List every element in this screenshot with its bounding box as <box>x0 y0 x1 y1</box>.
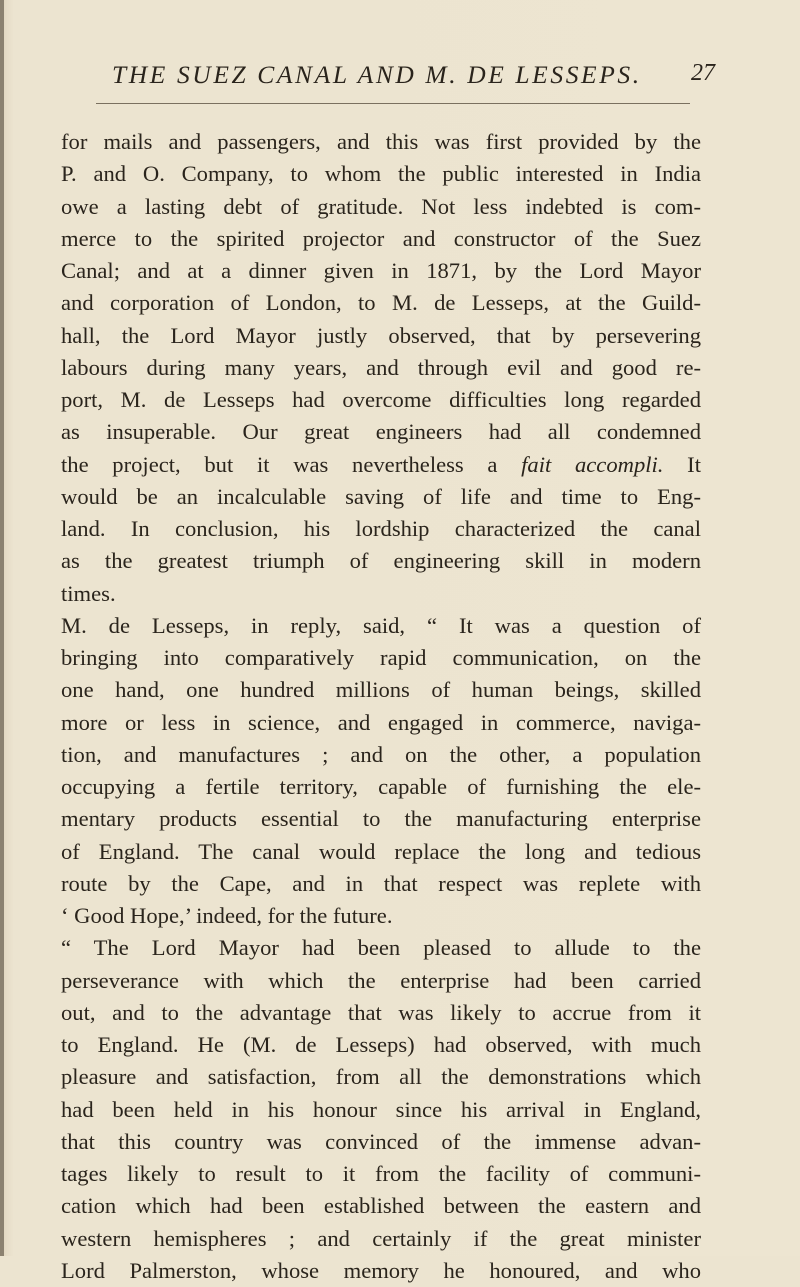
text-line: mentary products essential to the manufacturing enterprise <box>61 806 701 832</box>
text-line: had been held in his honour since his arrival in England, <box>61 1096 701 1122</box>
text-line: more or less in science, and engaged in commerce, naviga- <box>61 709 701 735</box>
text-line: port, M. de Lesseps had overcome difficulties long regarded <box>61 387 701 412</box>
italic-phrase: fait accompli. <box>521 451 664 477</box>
text-line: ‘ Good Hope,’ indeed, for the future. <box>61 903 393 928</box>
text-line-with-italic <box>61 449 701 481</box>
text-line: perseverance with which the enterprise had been carried <box>61 967 701 993</box>
text-line: land. In conclusion, his lordship characterized the canal <box>61 516 701 541</box>
text-line: that this country was convinced of the immense advan- <box>61 1128 701 1154</box>
running-head <box>0 60 800 92</box>
text-line: and corporation of London, to M. de Lesseps, at the Guild- <box>61 290 701 316</box>
text-line: western hemispheres ; and certainly if the great minister <box>61 1225 701 1251</box>
running-title: THE SUEZ CANAL AND M. DE LESSEPS. <box>112 60 642 89</box>
text-line: “ The Lord Mayor had been pleased to allude to the <box>61 935 701 961</box>
text-line: to England. He (M. de Lesseps) had observed, with much <box>61 1032 701 1057</box>
text-line: tion, and manufactures ; and on the other, a population <box>61 741 701 767</box>
text-line: out, and to the advantage that was likely to accrue from it <box>61 999 701 1025</box>
text-line: P. and O. Company, to whom the public interested in India <box>61 161 701 187</box>
text-line: one hand, one hundred millions of human beings, skilled <box>61 677 701 703</box>
text-line: Lord Palmerston, whose memory he honoured, and who <box>61 1257 701 1283</box>
text-segment: It <box>687 451 701 477</box>
text-line: M. de Lesseps, in reply, said, “ It was a question of <box>61 612 701 638</box>
text-line: times. <box>61 580 116 606</box>
text-line: bringing into comparatively rapid communication, on the <box>61 645 701 670</box>
page-gutter <box>0 0 4 1256</box>
text-line: route by the Cape, and in that respect was replete with <box>61 870 701 896</box>
text-line: merce to the spirited projector and constructor of the Suez <box>61 225 701 251</box>
body-text <box>61 126 701 1287</box>
header-rule <box>96 103 690 104</box>
text-line: tages likely to result to it from the facility of communi- <box>61 1161 701 1186</box>
text-line: as the greatest triumph of engineering skill in modern <box>61 548 701 574</box>
text-line: owe a lasting debt of gratitude. Not less indebted is com- <box>61 193 701 219</box>
text-line: pleasure and satisfaction, from all the demonstrations which <box>61 1064 701 1090</box>
text-line: of England. The canal would replace the long and tedious <box>61 838 701 864</box>
text-line: occupying a fertile territory, capable of furnishing the ele- <box>61 774 701 799</box>
text-line: for mails and passengers, and this was first provided by the <box>61 129 701 154</box>
text-line: Canal; and at a dinner given in 1871, by the Lord Mayor <box>61 258 701 283</box>
text-line: cation which had been established between the eastern and <box>61 1193 701 1219</box>
text-line: hall, the Lord Mayor justly observed, that by persevering <box>61 322 701 348</box>
text-line: would be an incalculable saving of life and time to Eng- <box>61 483 701 509</box>
text-segment: the project, but it was nevertheless a <box>61 451 498 477</box>
text-line: as insuperable. Our great engineers had all condemned <box>61 419 701 445</box>
page-number: 27 <box>691 60 715 86</box>
text-line: labours during many years, and through evil and good re- <box>61 354 701 380</box>
